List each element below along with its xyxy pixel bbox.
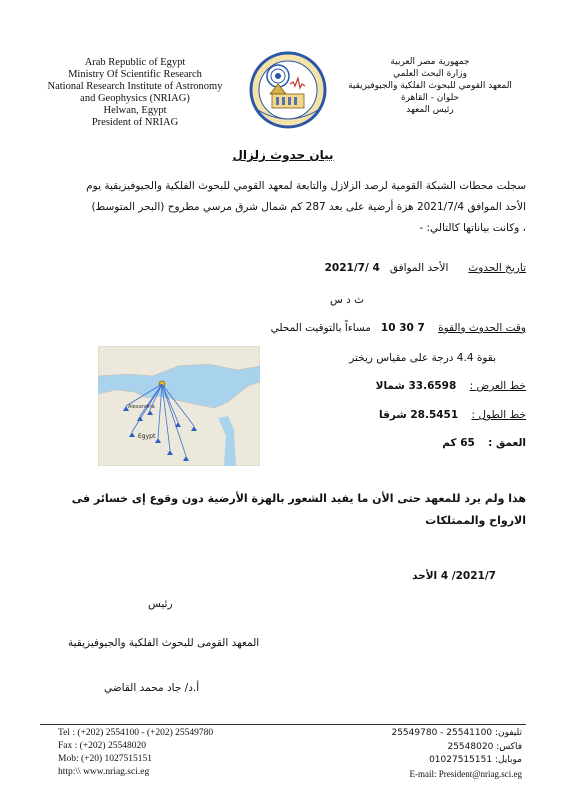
intro-line: ، وكانت بياناتها كالتالي: -: [419, 222, 526, 234]
depth-row: [442, 437, 526, 449]
map-country-label: Egypt: [138, 433, 156, 440]
header-arabic: [330, 56, 530, 116]
footer-contact-en: [58, 727, 288, 779]
footer-email-link[interactable]: E-mail: President@nriag.sci.eg: [409, 768, 522, 779]
footer-ar-line: موبايل: 01027515151: [429, 755, 522, 765]
date-value: 2021/7/ 4: [324, 262, 380, 274]
intro-paragraph: [40, 176, 526, 239]
footer-en-line: Mob: (+20) 1027515151: [58, 754, 153, 764]
signature-role: رئيس: [148, 598, 173, 610]
latitude-label: خط العرض :: [469, 380, 526, 392]
footer-en-line: Fax : (+202) 25548020: [58, 741, 146, 751]
header-en-line: National Research Institute of Astronomy: [47, 81, 223, 92]
intro-line: سجلت محطات الشبكة القومية لرصد الزلازل والتابعة لمعهد القومي للبحوث الفلكية والجيوفيزيقية يوم: [86, 180, 526, 192]
footer-en-line: Tel : (+202) 2554100 - (+202) 25549780: [58, 728, 214, 738]
footer-ar-line: فاكس: 25548020: [447, 741, 522, 752]
header-en-line: and Geophysics (NRIAG): [80, 93, 190, 104]
header-en-line: President of NRIAG: [91, 117, 179, 128]
latitude-value: 33.6598 شمالا: [375, 380, 457, 392]
epicenter-map: [98, 346, 260, 466]
intro-line: الأحد الموافق 2021/7/4 هزة أرضية على بعد 287 كم شمال شرق مرسي مطروح (البحر المتوسط): [91, 201, 526, 213]
header-ar-line: وزارة البحث العلمي: [393, 69, 467, 79]
time-suffix: مساءاً بالتوقيت المحلي: [270, 322, 371, 334]
header-en-line: Helwan, Egypt: [103, 105, 167, 116]
magnitude-text: بقوة 4.4 درجة على مقياس ريختر: [349, 352, 496, 364]
depth-label: العمق :: [488, 437, 526, 449]
footer-website-link[interactable]: http:\\ www.nriag.sci.eg: [58, 767, 150, 777]
header-ar-line: جمهورية مصر العربية: [390, 57, 470, 67]
date-day: الأحد الموافق: [389, 262, 449, 274]
longitude-row: [379, 409, 526, 421]
header-ar-line: حلوان - القاهرة: [400, 93, 460, 103]
map-city-label: Alexandria: [128, 404, 155, 410]
longitude-value: 28.5451 شرقا: [379, 409, 459, 421]
date-label: تاريخ الحدوث: [468, 262, 526, 274]
signature-institute: المعهد القومى للبحوث الفلكية والجيوفيزيقية: [68, 637, 260, 649]
nriag-logo: [248, 50, 328, 132]
depth-value: 65 كم: [442, 437, 475, 449]
header-english: [40, 57, 230, 129]
footer-divider: [40, 724, 526, 725]
damage-note: هذا ولم يرد للمعهد حتى الأن ما يفيد الشعور بالهزة الأرضية دون وقوع إى خسائر فى الارواح والممتلكات: [71, 492, 526, 527]
signature-name: أ.د/ جاد محمد القاضي: [104, 682, 200, 694]
signature-date: 2021/7/ 4 الأحد: [412, 570, 496, 582]
header-ar-line: رئيس المعهد: [406, 105, 454, 115]
footer-contact-ar: [352, 727, 522, 781]
header-ar-line: المعهد القومي للبحوث الفلكية والجيوفيزيقية: [348, 81, 512, 91]
time-values: 10 30 7: [380, 322, 425, 334]
header-en-line: Ministry Of Scientific Research: [68, 69, 202, 80]
longitude-label: خط الطول :: [471, 409, 526, 421]
footer-ar-line: تليفون: 25541100 - 25549780: [391, 728, 522, 738]
latitude-row: [376, 380, 526, 392]
time-units: ث د س: [329, 294, 364, 306]
header-en-line: Arab Republic of Egypt: [84, 57, 186, 68]
time-row: [271, 322, 526, 334]
time-label: وقت الحدوث والقوة: [438, 322, 526, 334]
document-title: بيان حدوث زلزال: [232, 148, 334, 162]
date-row: [325, 262, 526, 274]
